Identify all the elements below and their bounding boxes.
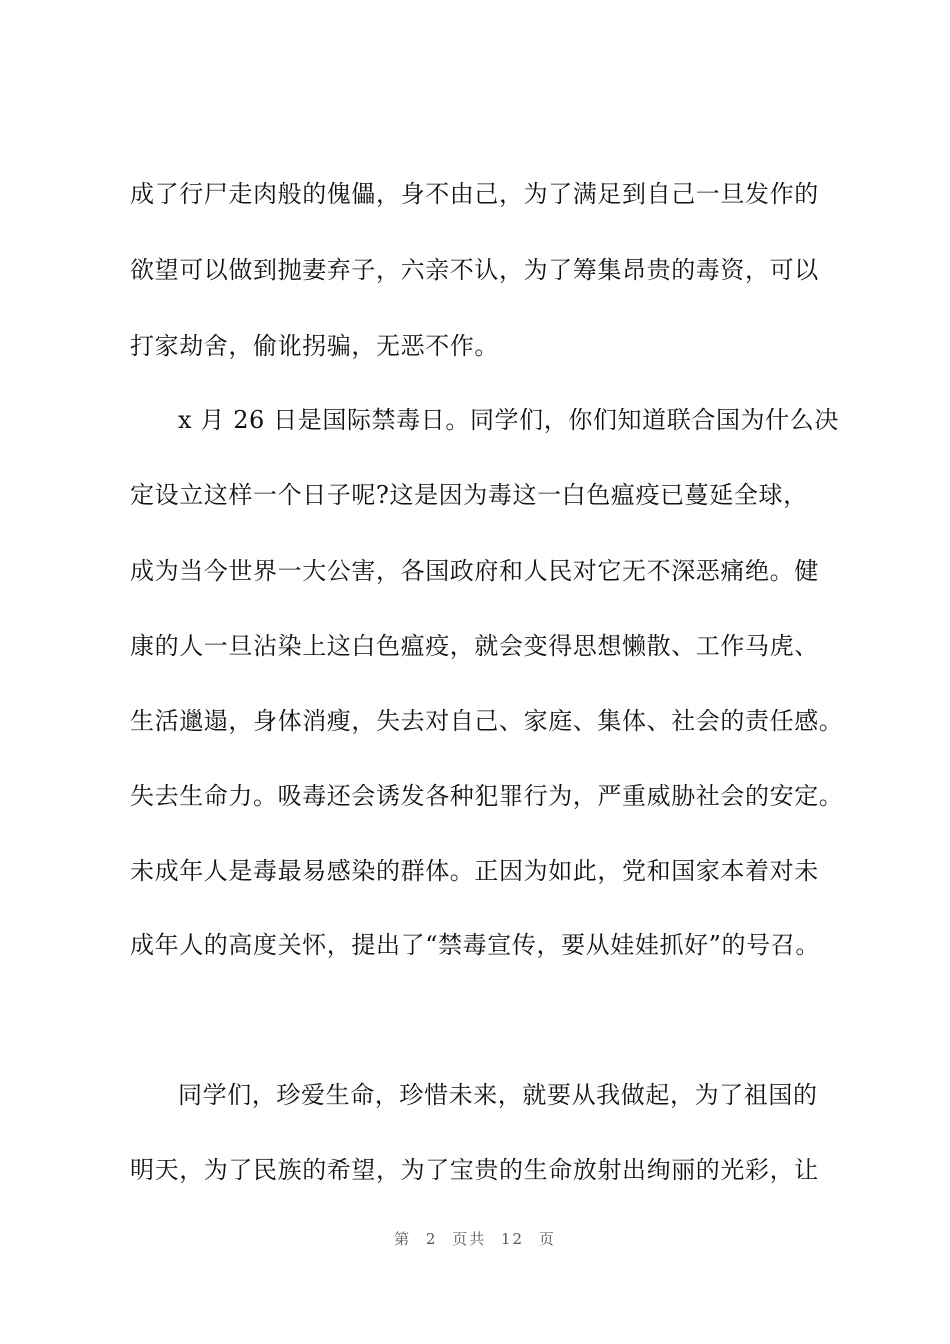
paragraph-line: 未成年人是毒最易感染的群体。正因为如此，党和国家本着对未: [130, 857, 819, 885]
paragraph-line: 欲望可以做到抛妻弃子，六亲不认，为了筹集昂贵的毒资，可以: [130, 256, 819, 284]
paragraph-line: 康的人一旦沾染上这白色瘟疫，就会变得思想懒散、工作马虎、: [130, 632, 819, 660]
paragraph-line: 成年人的高度关怀，提出了“禁毒宣传，要从娃娃抓好”的号召。: [130, 931, 820, 959]
paragraph-line: 生活邋遢，身体消瘦，失去对自己、家庭、集体、社会的责任感。: [130, 707, 844, 735]
paragraph-line: 成为当今世界一大公害，各国政府和人民对它无不深恶痛绝。健: [130, 557, 819, 585]
paragraph-line: 打家劫舍，偷讹拐骗，无恶不作。: [130, 332, 499, 360]
paragraph-line: 明天，为了民族的希望，为了宝贵的生命放射出绚丽的光彩，让: [130, 1156, 819, 1184]
paragraph-line: 失去生命力。吸毒还会诱发各种犯罪行为，严重威胁社会的安定。: [130, 782, 844, 810]
paragraph-line: 同学们，珍爱生命，珍惜未来，就要从我做起，为了祖国的: [178, 1081, 818, 1109]
paragraph-line: 定设立这样一个日子呢?这是因为毒这一白色瘟疫已蔓延全球，: [130, 481, 808, 509]
paragraph-line: 成了行尸走肉般的傀儡，身不由己，为了满足到自己一旦发作的: [130, 180, 819, 208]
page-number-footer: 第 2 页共 12 页: [394, 1230, 556, 1248]
paragraph-line: x 月 26 日是国际禁毒日。同学们，你们知道联合国为什么决: [178, 406, 839, 434]
